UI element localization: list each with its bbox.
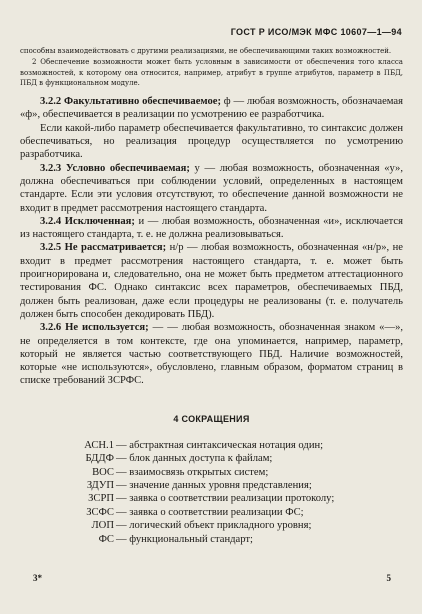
abbreviation-row <box>20 439 403 452</box>
abbreviation-definition: — блок данных доступа к файлам; <box>116 453 273 465</box>
abbreviation-row <box>20 492 403 505</box>
abbreviation-term: ФС <box>98 533 114 545</box>
definition-text: у — любая возможность, обозначенная «у», должна обеспечиваться при соблюдении условий, определенных в настоящем стандарте. Если эти условия отсутствуют, то обеспечение данной возможности не входит в предмет рассмотрения настоящего стандарта. <box>20 162 403 214</box>
definition-paragraph <box>20 241 403 321</box>
abbreviation-term: ЗДУП <box>86 479 114 491</box>
page-content <box>20 46 403 546</box>
abbreviations-list <box>20 439 403 546</box>
abbreviation-definition: — значение данных уровня представления; <box>116 479 312 491</box>
notes-block <box>20 46 403 89</box>
abbreviation-definition: — заявка о соответствии реализации ФС; <box>116 506 304 518</box>
definition-text: и — любая возможность, обозначенная «и», исключается из настоящего стандарта, т. е. не должна реализовываться. <box>20 215 403 241</box>
abbreviation-definition: — взаимосвязь открытых систем; <box>116 466 269 478</box>
abbreviation-term: ЗСРП <box>88 493 114 505</box>
note-continuation: способны взаимодействовать с другими реализациями, не обеспечивающими таких возможностей. <box>20 47 392 55</box>
abbreviation-term: ЛОП <box>91 520 114 532</box>
definition-term: 3.2.3 Условно обеспечиваемая; <box>40 162 190 174</box>
abbreviation-definition: — абстрактная синтаксическая нотация один; <box>116 439 324 451</box>
abbreviation-term: ВОС <box>92 466 114 478</box>
definition-term: 3.2.2 Факультативно обеспечиваемое; <box>40 96 222 108</box>
page-number: 5 <box>386 573 391 583</box>
abbreviation-row <box>20 506 403 519</box>
definition-term: 3.2.5 Не рассматривается; <box>40 242 167 254</box>
definition-text: Если какой-либо параметр обеспечивается факультативно, то синтаксис должен обеспечиваться, но реализация процедур осуществляется по усмотрению разработчика. <box>20 122 403 161</box>
definition-paragraph <box>20 95 403 122</box>
definition-text: ф — любая возможность, обозначаемая «ф», обеспечивается в реализации по усмотрению ее разработчика. <box>20 96 403 121</box>
definition-text: — — любая возможность, обозначенная знаком «—», не определяется в том контексте, где она упоминается, например, параметр, который не является частью соответствующего ПБД. Наличие возможностей, которые «не используются», обусловлено, главным образом, форматом страниц в списке требований ЗСРФС. <box>20 322 404 387</box>
definition-paragraph <box>20 162 403 215</box>
abbreviation-row <box>20 466 403 479</box>
abbreviation-definition: — логический объект прикладного уровня; <box>116 520 312 532</box>
note-2: 2 Обеспечение возможности может быть условным в зависимости от обеспечения того класса возможностей, к которому она относится, например, атрибут в группе атрибутов, параметр в ПБД, ПБД в функциональном модуле. <box>20 57 403 88</box>
abbreviation-row <box>20 533 403 546</box>
running-header: ГОСТ Р ИСО/МЭК МФС 10607—1—94 <box>230 27 402 37</box>
abbreviation-row <box>20 479 403 492</box>
definition-text: н/р — любая возможность, обозначенная «н/р», не входит в предмет рассмотрения настоящего стандарта, т. е. может быть проигнорирована и, следовательно, она не может быть предметом аттестационного тестирования ФС. Однако синтаксис всех параметров, обеспечиваемых ПБД, должен быть реализован, даже если процедуры не реализованы (т. е. получатель должен быть способен декодировать ПБД). <box>20 242 403 320</box>
definition-paragraph <box>20 122 403 162</box>
abbreviation-definition: — функциональный стандарт; <box>116 533 253 545</box>
definitions-block <box>20 95 403 388</box>
definition-paragraph <box>20 321 403 387</box>
abbreviation-row <box>20 452 403 465</box>
abbreviation-definition: — заявка о соответствии реализации протоколу; <box>116 493 335 505</box>
signature-mark: 3* <box>33 573 42 583</box>
section-title: 4 СОКРАЩЕНИЯ <box>173 413 250 424</box>
abbreviation-term: АСН.1 <box>84 439 114 451</box>
definition-term: 3.2.6 Не используется; <box>40 322 149 334</box>
abbreviation-term: БДДФ <box>85 453 114 465</box>
definition-paragraph <box>20 215 403 242</box>
abbreviation-row <box>20 519 403 532</box>
abbreviation-term: ЗСФС <box>86 506 114 518</box>
definition-term: 3.2.4 Исключенная; <box>40 215 135 227</box>
